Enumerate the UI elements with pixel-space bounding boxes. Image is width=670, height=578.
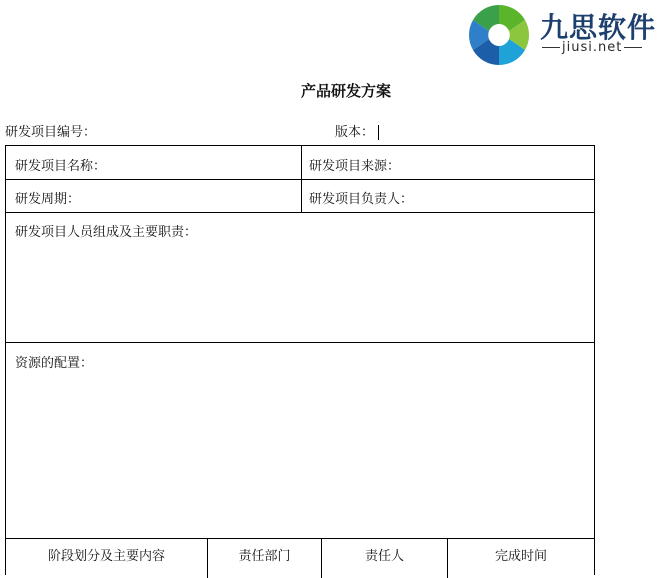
project-no-label: 研发项目编号： xyxy=(5,125,97,140)
row-divider xyxy=(6,342,594,343)
row-divider xyxy=(6,179,594,180)
department-column-header: 责任部门 xyxy=(238,549,291,564)
brand-url-text: jiusi.net xyxy=(562,40,623,55)
jiusi-swirl-logo-icon xyxy=(466,2,532,68)
column-divider xyxy=(301,146,302,212)
owner-label: 研发项目负责人： xyxy=(309,192,414,207)
version-field[interactable] xyxy=(335,121,379,140)
team-responsibilities-label: 研发项目人员组成及主要职责： xyxy=(15,225,198,240)
version-label: 版本： xyxy=(335,125,375,140)
period-label: 研发周期： xyxy=(15,192,81,207)
brand-name: 九思软件 xyxy=(540,11,657,44)
project-source-label: 研发项目来源： xyxy=(309,159,401,174)
text-cursor xyxy=(378,125,379,140)
document-title: 产品研发方案 xyxy=(300,82,391,100)
row-divider xyxy=(6,212,594,213)
completion-time-column-header: 完成时间 xyxy=(494,549,547,564)
dash-decoration xyxy=(542,47,560,48)
dash-decoration xyxy=(624,47,642,48)
row-divider xyxy=(6,538,594,539)
brand-logo[interactable] xyxy=(466,2,666,62)
plan-form-table xyxy=(5,145,595,575)
resources-label: 资源的配置： xyxy=(15,356,94,371)
project-name-label: 研发项目名称： xyxy=(15,159,107,174)
stage-column-header: 阶段划分及主要内容 xyxy=(47,549,165,564)
brand-url xyxy=(540,40,644,55)
responsible-person-column-header: 责任人 xyxy=(364,549,404,564)
